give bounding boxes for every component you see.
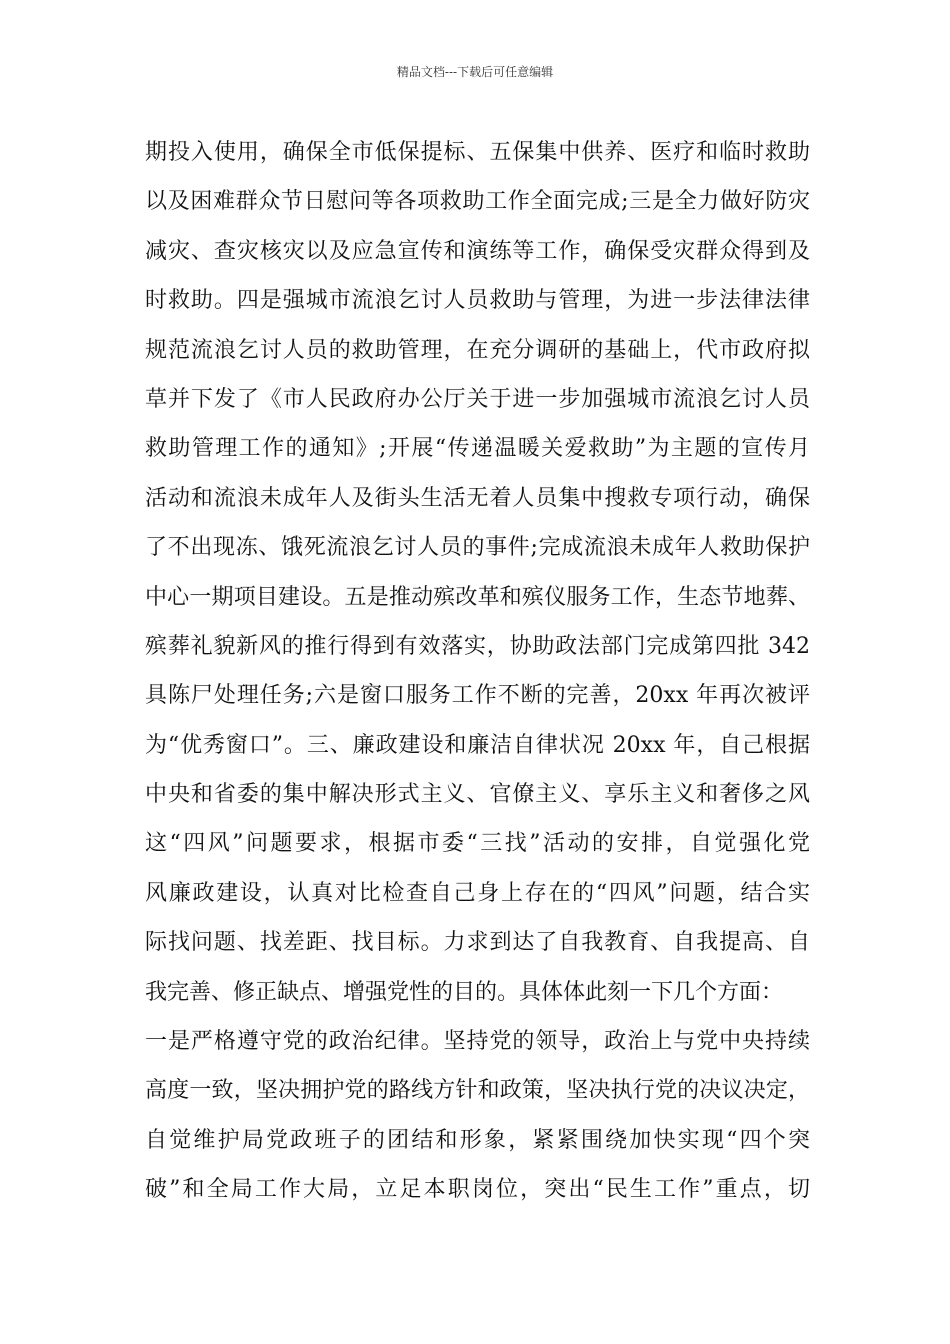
- text-line: 具陈尸处理任务;六是窗口服务工作不断的完善，20xx 年再次被评: [145, 683, 810, 709]
- text-line: 自觉维护局党政班子的团结和形象，紧紧围绕加快实现“四个突: [145, 1127, 810, 1153]
- text-line: 时救助。四是强城市流浪乞讨人员救助与管理，为进一步法律法律: [145, 288, 810, 314]
- text-line: 规范流浪乞讨人员的救助管理，在充分调研的基础上，代市政府拟: [145, 337, 810, 363]
- text-line: 这“四风”问题要求，根据市委“三找”活动的安排，自觉强化党: [145, 831, 810, 857]
- text-line: 际找问题、找差距、找目标。力求到达了自我教育、自我提高、自: [145, 930, 810, 956]
- text-line: 中央和省委的集中解决形式主义、官僚主义、享乐主义和奢侈之风: [145, 782, 810, 808]
- text-line: 以及困难群众节日慰问等各项救助工作全面完成;三是全力做好防灾: [145, 189, 810, 215]
- text-line: 高度一致，坚决拥护党的路线方针和政策，坚决执行党的决议决定，: [145, 1078, 810, 1104]
- text-line: 了不出现冻、饿死流浪乞讨人员的事件;完成流浪未成年人救助保护: [145, 535, 810, 561]
- text-line: 草并下发了《市人民政府办公厅关于进一步加强城市流浪乞讨人员: [145, 386, 810, 412]
- text-line: 风廉政建设，认真对比检查自己身上存在的“四风”问题，结合实: [145, 880, 810, 906]
- text-line: 我完善、修正缺点、增强党性的目的。具体体此刻一下几个方面：: [145, 979, 784, 1005]
- body-text: [145, 133, 810, 1220]
- text-line: 减灾、查灾核灾以及应急宣传和演练等工作，确保受灾群众得到及: [145, 238, 810, 264]
- text-line: 活动和流浪未成年人及街头生活无着人员集中搜救专项行动，确保: [145, 485, 810, 511]
- text-line: 殡葬礼貌新风的推行得到有效落实，协助政法部门完成第四批 342: [145, 633, 810, 659]
- text-line: 期投入使用，确保全市低保提标、五保集中供养、医疗和临时救助: [145, 140, 810, 165]
- text-line: 为“优秀窗口”。三、廉政建设和廉洁自律状况 20xx 年，自己根据: [145, 732, 810, 758]
- text-line: 破”和全局工作大局，立足本职岗位，突出“民生工作”重点，切: [145, 1177, 810, 1203]
- page-header: 精品文档---下载后可任意编辑: [396, 65, 554, 79]
- text-line: 一是严格遵守党的政治纪律。坚持党的领导，政治上与党中央持续: [145, 1029, 810, 1055]
- text-line: 中心一期项目建设。五是推动殡改革和殡仪服务工作，生态节地葬、: [145, 584, 810, 610]
- text-line: 救助管理工作的通知》;开展“传递温暖关爱救助”为主题的宣传月: [145, 436, 810, 462]
